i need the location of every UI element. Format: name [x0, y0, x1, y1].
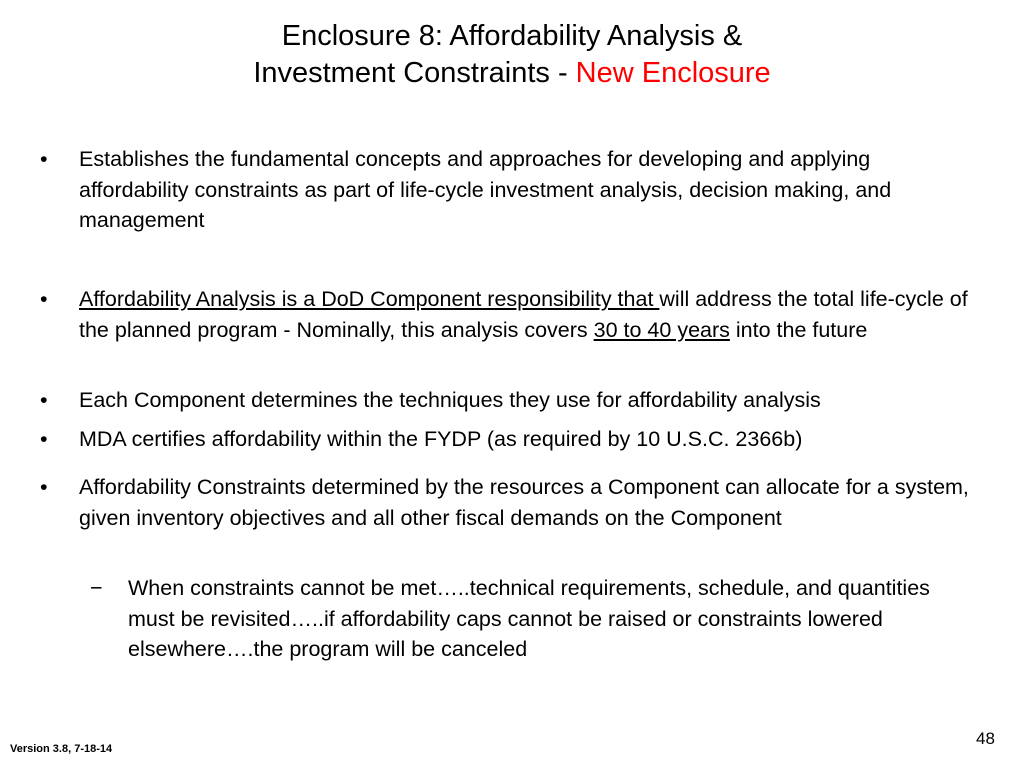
bullet-underlined-lead: Affordability Analysis is a DoD Component responsibility that [79, 287, 660, 311]
bullet-marker: • [40, 147, 48, 171]
sub-bullet-marker: − [90, 576, 103, 600]
bullet-text: MDA certifies affordability within the FYDP (as required by 10 U.S.C. 2366b) [79, 427, 803, 451]
bullet-text: Affordability Constraints determined by the resources a Component can allocate for a system, given inventory objectives and all other fiscal demands on the Component [79, 475, 969, 530]
bullet-marker: • [40, 388, 48, 412]
page-number: 48 [976, 729, 995, 748]
title-line-1: Enclosure 8: Affordability Analysis & [281, 20, 743, 52]
footer-version: Version 3.8, 7-18-14 [10, 743, 113, 755]
title-line-2-prefix: Investment Constraints - [253, 57, 576, 89]
bullet-text: Each Component determines the techniques they use for affordability analysis [79, 388, 821, 412]
bullet-marker: • [40, 427, 48, 451]
bullet-underlined-years: 30 to 40 years [593, 317, 730, 342]
bullet-marker: • [40, 475, 48, 499]
title-line-2 [0, 55, 1024, 92]
bullet-marker: • [40, 287, 48, 311]
bullet-text-end: into the future [729, 317, 868, 342]
bullet-text: Establishes the fundamental concepts and approaches for developing and applying affordability constraints as part of life-cycle investment analysis, decision making, and management [79, 147, 892, 232]
sub-bullet-text: When constraints cannot be met…..technical requirements, schedule, and quantities must be revisited…..if affordability caps cannot be raised or constraints lowered elsewhere….the program will be canceled [128, 576, 930, 661]
title-new-enclosure-highlight: New Enclosure [575, 57, 771, 89]
bullet-text [79, 284, 984, 345]
slide-title [0, 18, 1024, 92]
bullet-text-mid: will address the total life-cycle of the planned program - Nominally, this analysis covers [79, 287, 968, 342]
